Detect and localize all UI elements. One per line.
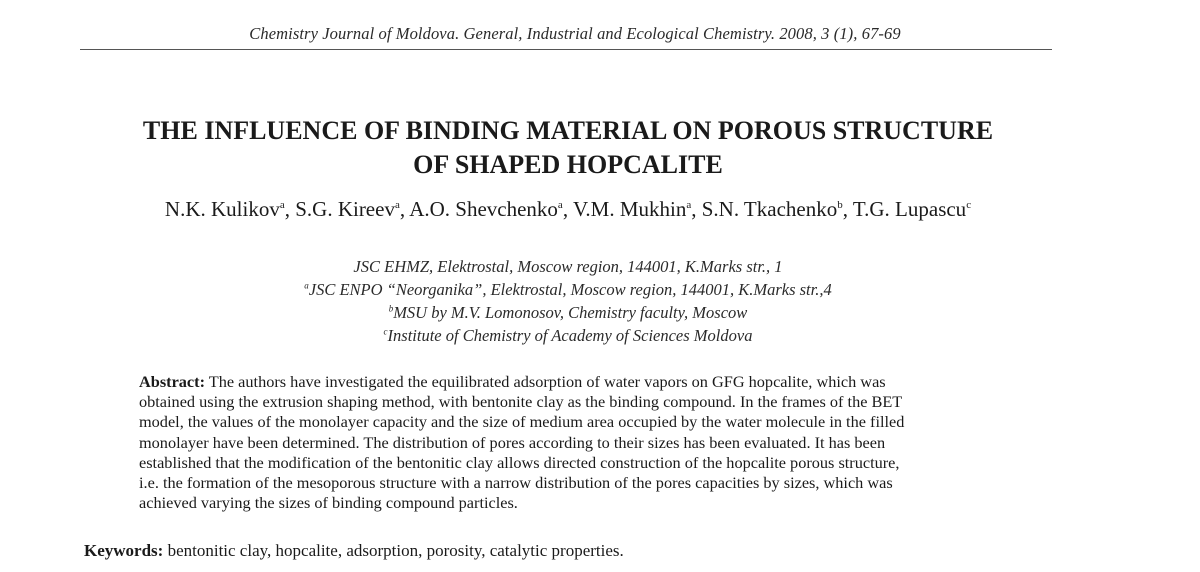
author-affiliation-mark: b <box>837 199 843 211</box>
abstract <box>139 372 1009 513</box>
abstract-line: obtained using the extrusion shaping method, with bentonite clay as the binding compound. In the frames of the BET <box>139 392 903 412</box>
affiliation-line <box>0 324 1136 347</box>
author-separator: , <box>691 197 702 221</box>
affiliation-mark: a <box>304 280 309 291</box>
affiliation-line <box>0 301 1136 324</box>
author-affiliation-mark: c <box>966 199 972 211</box>
abstract-line: model, the values of the monolayer capacity and the size of medium area occupied by the water molecule in the filled <box>139 412 905 432</box>
author-name: N.K. Kulikov <box>164 197 280 221</box>
author-affiliation-mark: a <box>279 199 285 211</box>
keywords <box>84 541 1084 561</box>
abstract-line: monolayer have been determined. The distribution of pores according to their sizes has been evaluated. It has been <box>139 432 886 452</box>
abstract-line: The authors have investigated the equilibrated adsorption of water vapors on GFG hopcalite, which was <box>205 372 886 391</box>
affiliation-text: Institute of Chemistry of Academy of Sciences Moldova <box>387 326 753 345</box>
abstract-line: achieved varying the sizes of binding compound particles. <box>139 493 518 513</box>
abstract-label: Abstract: <box>139 372 206 391</box>
affiliation-text: JSC EHMZ, Elektrostal, Moscow region, 144001, K.Marks str., 1 <box>353 257 783 276</box>
abstract-line: i.e. the formation of the mesoporous structure with a narrow distribution of the pores capacities by sizes, which was <box>139 473 893 493</box>
paper-title <box>0 114 1136 182</box>
header-divider <box>80 49 1052 50</box>
affiliation-list <box>0 255 1136 347</box>
author-affiliation-mark: a <box>686 199 692 211</box>
affiliation-mark: b <box>388 303 394 314</box>
affiliation-mark: c <box>383 326 388 337</box>
journal-citation: Chemistry Journal of Moldova. General, Industrial and Ecological Chemistry. 2008, 3 (1), 67-69 <box>249 24 901 43</box>
author-list <box>0 197 1136 222</box>
title-line-1: THE INFLUENCE OF BINDING MATERIAL ON POROUS STRUCTURE <box>142 116 994 145</box>
keywords-label: Keywords: <box>84 541 164 560</box>
author-name: V.M. Mukhin <box>572 197 687 221</box>
author-affiliation-mark: a <box>557 199 563 211</box>
author-separator: , <box>842 197 853 221</box>
author-affiliation-mark: a <box>394 199 400 211</box>
author-name: T.G. Lupascu <box>852 197 967 221</box>
affiliation-line <box>0 255 1136 278</box>
title-line-2: OF SHAPED HOPCALITE <box>413 150 723 179</box>
affiliation-line <box>0 278 1136 301</box>
abstract-line: established that the modification of the bentonitic clay allows directed construction of the hopcalite porous structure, <box>139 452 900 472</box>
author-name: S.N. Tkachenko <box>701 197 838 221</box>
keywords-text: bentonitic clay, hopcalite, adsorption, porosity, catalytic properties. <box>163 541 624 560</box>
author-separator: , <box>562 197 573 221</box>
affiliation-text: JSC ENPO “Neorganika”, Elektrostal, Moscow region, 144001, K.Marks str.,4 <box>308 280 832 299</box>
affiliation-text: MSU by M.V. Lomonosov, Chemistry faculty, Moscow <box>393 303 748 322</box>
author-name: A.O. Shevchenko <box>409 197 558 221</box>
author-name: S.G. Kireev <box>295 197 395 221</box>
author-separator: , <box>284 197 296 221</box>
author-separator: , <box>399 197 410 221</box>
